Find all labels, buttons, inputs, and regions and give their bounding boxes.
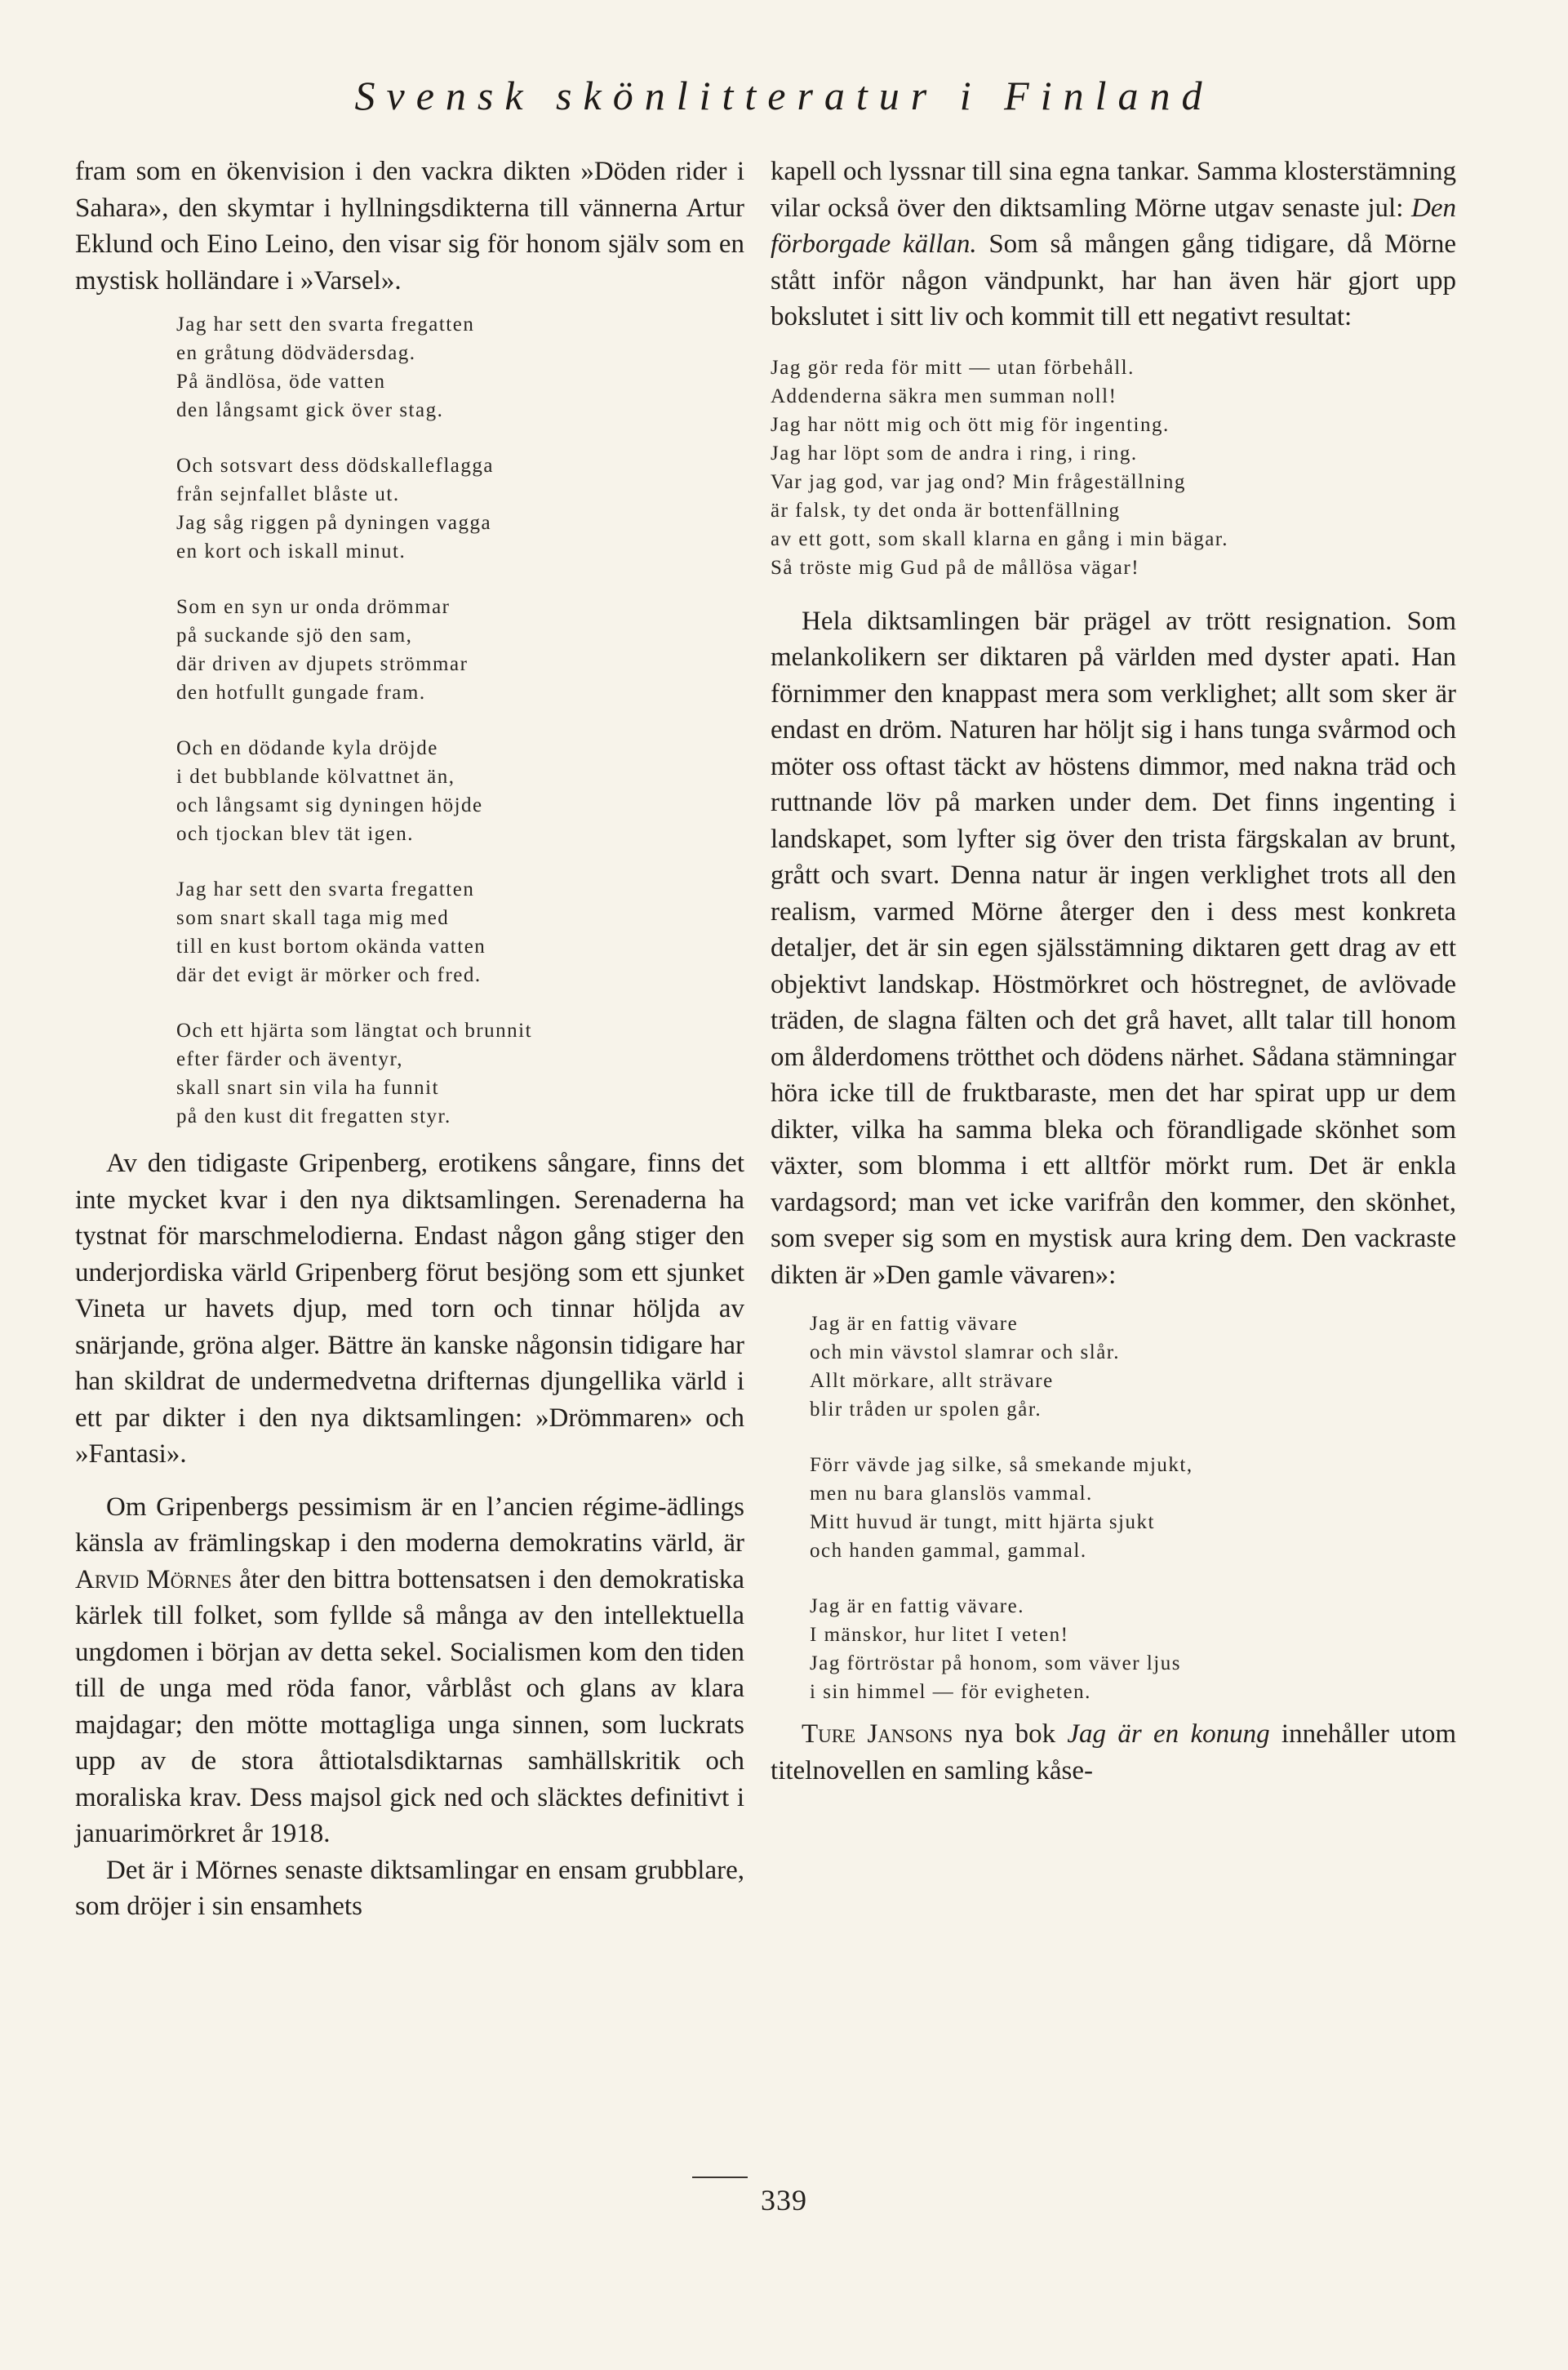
poem-line: Som en syn ur onda drömmar bbox=[176, 596, 451, 618]
poem-stanza bbox=[176, 875, 744, 989]
poem-line: Jag såg riggen på dyningen vagga bbox=[176, 512, 492, 534]
poem-stanza bbox=[176, 734, 744, 848]
poem-line: den långsamt gick över stag. bbox=[176, 399, 444, 421]
poem-bokslut bbox=[771, 353, 1456, 582]
poem-line: skall snart sin vila ha funnit bbox=[176, 1077, 440, 1099]
poem-line: I mänskor, hur litet I veten! bbox=[810, 1624, 1069, 1646]
paragraph-jansons-start: nya bok bbox=[964, 1719, 1056, 1749]
poem-line: Och sotsvart dess dödskalleflagga bbox=[176, 455, 495, 477]
paragraph-morne-end: åter den bittra bottensatsen i den demokratiska kärlek till folket, som fyllde så många av den intellektuella ungdomen i början av detta sekel. Socialismen kom den tiden till de unga med röda fanor, vårblåst och glans av klara majdagar; den mötte mottagliga unga sinnen, som luckrats upp av de stora åttiotalsdiktarnas samhällskritik och moraliska krav. Dess majsol gick ned och släcktes definitivt i januarimörkret år 1918. bbox=[75, 1564, 745, 1848]
poem-line: På ändlösa, öde vatten bbox=[176, 371, 386, 393]
poem-line: på den kust dit fregatten styr. bbox=[176, 1105, 451, 1127]
right-column bbox=[771, 153, 1456, 1789]
running-head: Svensk skönlitteratur i Finland bbox=[354, 73, 1214, 118]
poem-line: som snart skall taga mig med bbox=[176, 907, 450, 929]
poem-stanza bbox=[810, 1451, 1456, 1565]
poem-line: på suckande sjö den sam, bbox=[176, 625, 413, 647]
poem-line: i det bubblande kölvattnet än, bbox=[176, 766, 455, 788]
poem-line: Jag förtröstar på honom, som väver ljus bbox=[810, 1652, 1181, 1674]
poem-line: där det evigt är mörker och fred. bbox=[176, 964, 482, 986]
poem-line: Jag gör reda för mitt — utan förbehåll. bbox=[771, 356, 1135, 379]
poem-varsel bbox=[176, 310, 744, 1131]
poem-den-gamle-vavaren bbox=[810, 1310, 1456, 1706]
poem-line: är falsk, ty det onda är bottenfällning bbox=[771, 499, 1121, 522]
poem-line: från sejnfallet blåste ut. bbox=[176, 483, 400, 505]
poem-line: och min vävstol slamrar och slår. bbox=[810, 1341, 1120, 1363]
poem-stanza bbox=[810, 1592, 1456, 1706]
author-name-morne: Arvid Mörnes bbox=[75, 1564, 233, 1594]
poem-line: Allt mörkare, allt strävare bbox=[810, 1370, 1054, 1392]
paragraph-chapel: Det är i Mörnes senaste diktsamlingar en ensam grubblare, som dröjer i sin ensamhets bbox=[75, 1855, 744, 1921]
paragraph-chapel-cont-start: kapell och lyssnar till sina egna tankar. Samma klosterstämning vilar också över den diktsamling Mörne utgav senaste jul: bbox=[771, 157, 1456, 223]
author-name-jansons: Ture Jansons bbox=[802, 1719, 953, 1749]
poem-line: Så tröste mig Gud på de mållösa vägar! bbox=[771, 556, 1140, 579]
poem-line: Addenderna säkra men summan noll! bbox=[771, 385, 1117, 407]
poem-line: och tjockan blev tät igen. bbox=[176, 823, 415, 845]
paragraph-chapel-continued bbox=[771, 153, 1456, 336]
paragraph-morne-start: Om Gripenbergs pessimism är en l’ancien régime-ädlings känsla av främlingskap i den moderna demokratins värld, är bbox=[75, 1492, 744, 1558]
poem-line: Jag har nött mig och ött mig för ingenting. bbox=[771, 413, 1170, 436]
poem-line: Och ett hjärta som längtat och brunnit bbox=[176, 1020, 533, 1042]
poem-line: Jag är en fattig vävare bbox=[810, 1313, 1019, 1335]
poem-line: i sin himmel — för evigheten. bbox=[810, 1681, 1091, 1703]
poem-line: Jag har sett den svarta fregatten bbox=[176, 313, 475, 336]
poem-stanza bbox=[176, 1016, 744, 1131]
poem-line: av ett gott, som skall klarna en gång i min bägar. bbox=[771, 527, 1228, 550]
poem-line: och handen gammal, gammal. bbox=[810, 1540, 1087, 1562]
poem-line: den hotfullt gungade fram. bbox=[176, 682, 426, 704]
poem-stanza bbox=[176, 451, 744, 566]
poem-line: Jag har sett den svarta fregatten bbox=[176, 878, 475, 900]
poem-line: Jag är en fattig vävare. bbox=[810, 1595, 1024, 1617]
book-title-jansons: Jag är en konung bbox=[1067, 1719, 1270, 1749]
poem-line: Mitt huvud är tungt, mitt hjärta sjukt bbox=[810, 1511, 1155, 1533]
poem-line: där driven av djupets strömmar bbox=[176, 653, 469, 675]
intro-paragraph: fram som en ökenvision i den vackra dikten »Döden rider i Sahara», den skymtar i hyllningsdikterna till vännerna Artur Eklund och Eino Leino, den visar sig för honom själv som en mystisk holländare i »Varsel». bbox=[75, 157, 744, 296]
poem-line: en gråtung dödvädersdag. bbox=[176, 342, 416, 364]
poem-line: Var jag god, var jag ond? Min frågeställning bbox=[771, 470, 1186, 493]
page-number-rule bbox=[692, 2177, 748, 2178]
poem-line: Jag har löpt som de andra i ring, i ring. bbox=[771, 442, 1138, 465]
book-title: Den förborgade källan. bbox=[771, 193, 1456, 259]
poem-stanza bbox=[176, 593, 744, 707]
paragraph-jansons bbox=[771, 1716, 1456, 1789]
poem-stanza bbox=[176, 310, 744, 425]
paragraph-jansons-end: innehåller utom titelnovellen en samling kåse- bbox=[771, 1719, 1456, 1785]
poem-line: en kort och iskall minut. bbox=[176, 540, 406, 562]
poem-line: blir tråden ur spolen går. bbox=[810, 1398, 1042, 1421]
poem-stanza bbox=[810, 1310, 1456, 1424]
poem-line: Och en dödande kyla dröjde bbox=[176, 737, 438, 759]
poem-line: till en kust bortom okända vatten bbox=[176, 936, 486, 958]
page-number: 339 bbox=[761, 2184, 807, 2217]
paragraph-resignation: Hela diktsamlingen bär prägel av trött resignation. Som melankolikern ser diktaren på världen med dyster apati. Han förnimmer den knappast mera som verklighet; allt som sker är endast en dröm. Naturen har höljt sig i hans tunga svårmod och möter oss oftast täckt av höstens dimmor, med nakna träd och ruttnande löv på marken under dem. Det finns ingenting i landskapet, som lyfter sig över den trista färgskalan av brunt, grått och svart. Denna natur är ingen verklighet trots all den realism, varmed Mörne återger den i dess mest konkreta detaljer, det är sin egen själsstämning diktaren gett drag av ett objektivt landskap. Höstmörkret och höstregnet, de avlövade träden, de slagna fälten och det grå havet, allt talar till honom om ålderdomens trötthet och dödens närhet. Sådana stämningar höra icke till de fruktbaraste, men det har spirat upp ur dem dikter, vilka ha samma bleka och förandligade skönhet som växter, som blomma i ett alltför mörkt rum. Det är enkla vardagsord; man vet icke varifrån den kommer, den skönhet, som sveper sig som en mystisk aura kring dem. Den vackraste dikten är »Den gamle vävaren»: bbox=[771, 606, 1456, 1290]
poem-line: och långsamt sig dyningen höjde bbox=[176, 794, 483, 816]
left-column bbox=[75, 153, 744, 1925]
poem-line: efter färder och äventyr, bbox=[176, 1048, 404, 1070]
poem-line: Förr vävde jag silke, så smekande mjukt, bbox=[810, 1454, 1193, 1476]
poem-line: men nu bara glanslös vammal. bbox=[810, 1483, 1093, 1505]
paragraph-morne bbox=[75, 1489, 744, 1852]
paragraph-chapel-cont-end: Som så mången gång tidigare, då Mörne stått inför någon vändpunkt, har han även här gjort upp bokslutet i sitt liv och kommit till ett negativt resultat: bbox=[771, 229, 1457, 331]
paragraph-gripenberg: Av den tidigaste Gripenberg, erotikens sångare, finns det inte mycket kvar i den nya diktsamlingen. Serenaderna ha tystnat för marschmelodierna. Endast någon gång stiger den underjordiska värld Gripenberg förut besjöng som ett sjunket Vineta ur havets djup, med torn och tinnar höljda av snärjande, gröna alger. Bättre än kanske någonsin tidigare har han skildrat de undermedvetna drifternas djungellika värld i ett par dikter i den nya diktsamlingen: »Drömmaren» och »Fantasi». bbox=[75, 1149, 744, 1469]
